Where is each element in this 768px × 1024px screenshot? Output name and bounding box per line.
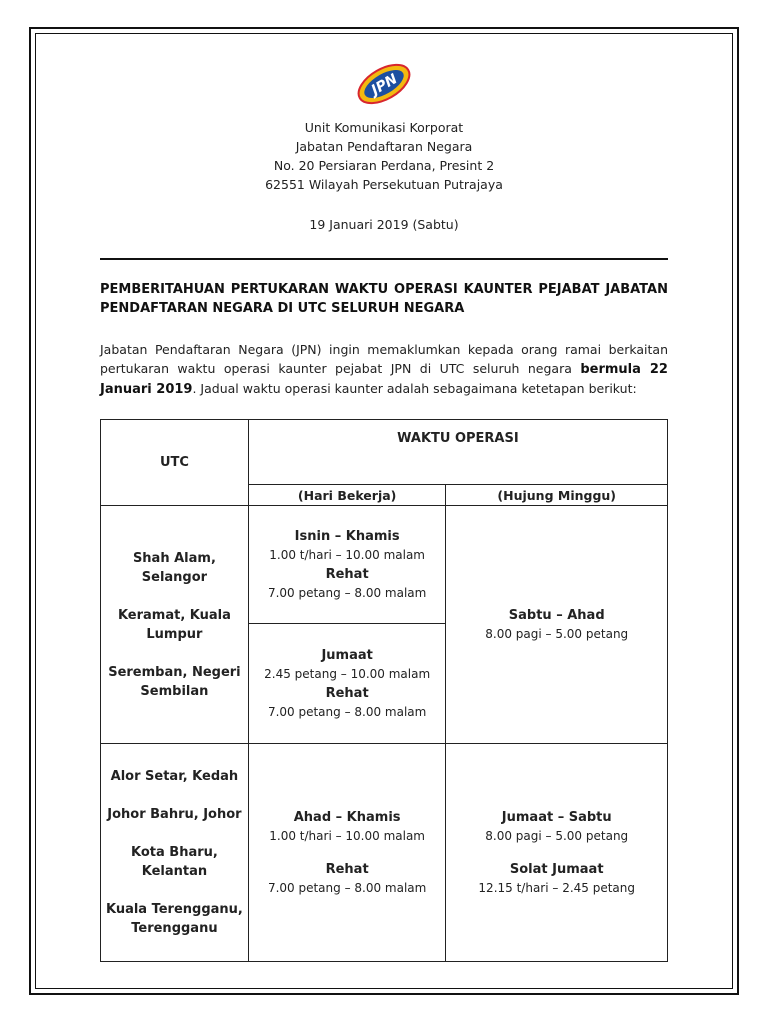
group1-friday-cell bbox=[248, 624, 446, 744]
notice-headline: PEMBERITAHUAN PERTUKARAN WAKTU OPERASI KAUNTER PEJABAT JABATAN PENDAFTARAN NEGARA DI UTC SELURUH NEGARA bbox=[100, 282, 668, 316]
group1-locations bbox=[101, 506, 249, 744]
group2-weekend-cell bbox=[446, 744, 668, 962]
group2-prayer-label: Solat Jumaat bbox=[509, 861, 604, 877]
subheader-hari-bekerja: (Hari Bekerja) bbox=[248, 485, 446, 506]
location-item: Kota Bharu, Kelantan bbox=[131, 845, 218, 879]
group1-mon-thu-hours: 1.00 t/hari – 10.00 malam bbox=[269, 547, 425, 562]
group2-weekend-days: Jumaat – Sabtu bbox=[501, 809, 612, 825]
notice-body bbox=[100, 340, 668, 399]
group2-weekday-hours: 1.00 t/hari – 10.00 malam bbox=[269, 828, 425, 843]
location-item: Keramat, Kuala Lumpur bbox=[117, 607, 231, 642]
logo-text: JPN bbox=[368, 71, 401, 99]
group1-mon-thu-break-hours: 7.00 petang – 8.00 malam bbox=[267, 585, 427, 600]
header-divider bbox=[100, 258, 668, 260]
operating-hours-table bbox=[100, 419, 668, 962]
group1-mon-thu-break-label: Rehat bbox=[325, 566, 369, 582]
group2-weekend-hours: 8.00 pagi – 5.00 petang bbox=[485, 828, 629, 843]
jpn-logo bbox=[352, 58, 416, 110]
letterhead-address-line-1: No. 20 Persiaran Perdana, Presint 2 bbox=[273, 158, 495, 173]
group1-friday-days: Jumaat bbox=[321, 647, 373, 663]
body-effective-date: bermula 22 Januari 2019 bbox=[100, 362, 668, 397]
letterhead bbox=[100, 118, 668, 194]
letterhead-address-line-2: 62551 Wilayah Persekutuan Putrajaya bbox=[265, 177, 503, 192]
header-utc: UTC bbox=[101, 420, 249, 506]
header-waktu-operasi: WAKTU OPERASI bbox=[248, 420, 667, 485]
group2-locations bbox=[101, 744, 249, 962]
location-item: Alor Setar, Kedah bbox=[110, 769, 239, 784]
group1-mon-thu-cell bbox=[248, 506, 446, 624]
group1-weekend-cell bbox=[446, 506, 668, 744]
group2-weekday-days: Ahad – Khamis bbox=[293, 809, 401, 825]
group1-friday-break-hours: 7.00 petang – 8.00 malam bbox=[267, 704, 427, 719]
group2-weekday-break-hours: 7.00 petang – 8.00 malam bbox=[267, 880, 427, 895]
document-date: 19 Januari 2019 (Sabtu) bbox=[309, 217, 459, 232]
group1-friday-hours: 2.45 petang – 10.00 malam bbox=[264, 666, 431, 681]
body-text-part-2: . Jadual waktu operasi kaunter adalah sebagaimana ketetapan berikut: bbox=[192, 381, 637, 396]
letterhead-department: Jabatan Pendaftaran Negara bbox=[295, 139, 473, 154]
location-item: Kuala Terengganu, Terengganu bbox=[105, 902, 243, 936]
subheader-hujung-minggu: (Hujung Minggu) bbox=[446, 485, 668, 506]
body-text-part-1: Jabatan Pendaftaran Negara (JPN) ingin memaklumkan kepada orang ramai berkaitan pertukaran waktu operasi kaunter pejabat JPN di UTC seluruh negara bbox=[100, 342, 668, 376]
location-item: Seremban, Negeri Sembilan bbox=[108, 664, 241, 699]
group2-prayer-hours: 12.15 t/hari – 2.45 petang bbox=[478, 880, 636, 895]
group2-weekday-break-label: Rehat bbox=[325, 861, 369, 877]
letterhead-unit: Unit Komunikasi Korporat bbox=[304, 120, 464, 135]
group2-weekday-cell bbox=[248, 744, 446, 962]
group1-weekend-days: Sabtu – Ahad bbox=[508, 607, 605, 623]
group1-mon-thu-days: Isnin – Khamis bbox=[294, 528, 400, 544]
location-item: Johor Bahru, Johor bbox=[107, 807, 242, 822]
group1-weekend-hours: 8.00 pagi – 5.00 petang bbox=[485, 626, 629, 641]
group1-friday-break-label: Rehat bbox=[325, 685, 369, 701]
location-item: Shah Alam, Selangor bbox=[132, 550, 216, 585]
